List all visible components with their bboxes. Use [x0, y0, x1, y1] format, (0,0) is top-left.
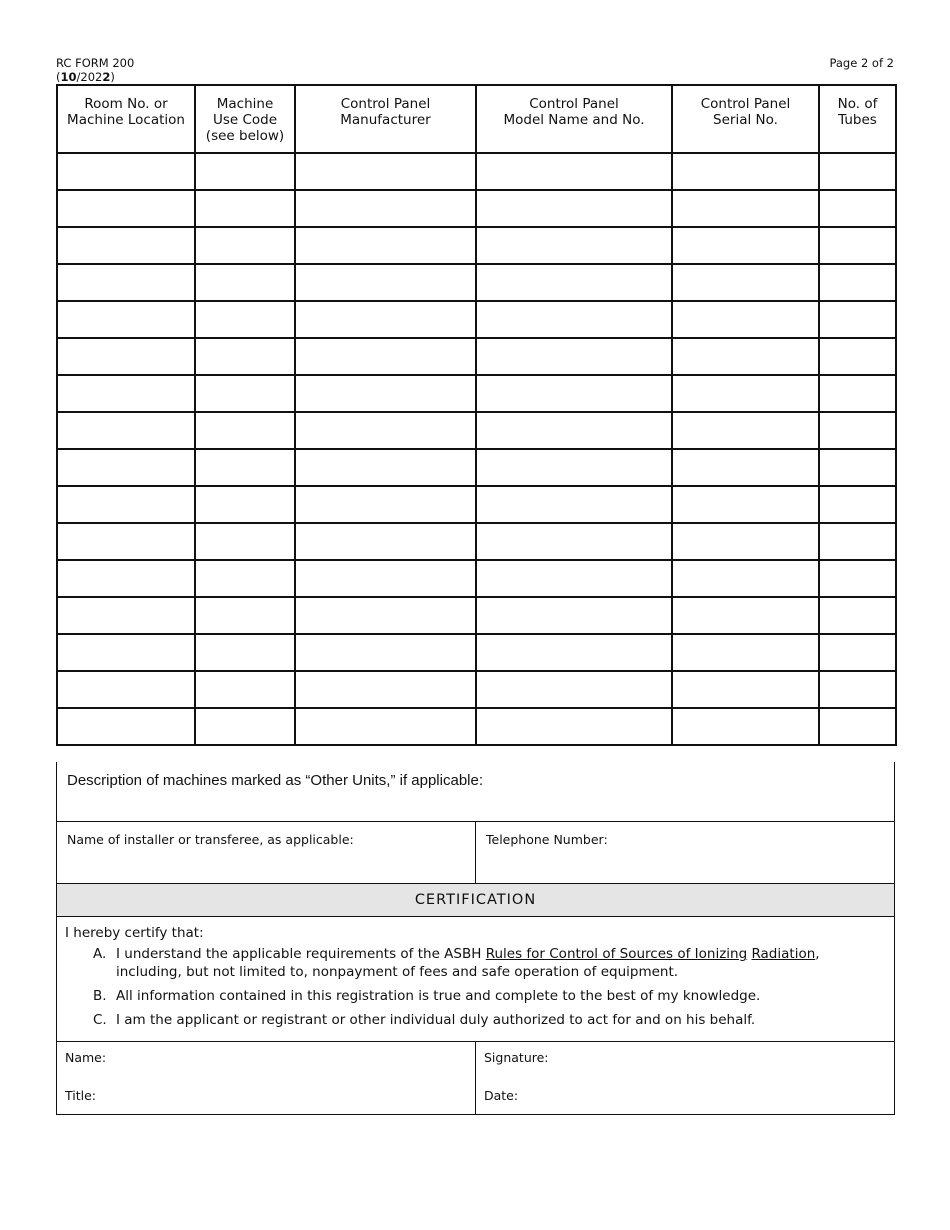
cell-input[interactable]	[58, 191, 194, 226]
table-cell	[476, 153, 672, 190]
table-cell	[476, 671, 672, 708]
table-cell	[819, 486, 896, 523]
table-body	[57, 153, 896, 745]
cell-input[interactable]	[58, 598, 194, 633]
table-cell	[57, 338, 195, 375]
certification-item-c	[93, 1011, 886, 1029]
table-cell	[819, 227, 896, 264]
cell-input[interactable]	[477, 376, 671, 411]
table-cell	[57, 708, 195, 745]
form-id: RC FORM 200	[56, 56, 135, 70]
cell-input[interactable]	[296, 376, 475, 411]
col-header-tubes: No. of Tubes	[819, 85, 896, 153]
table-row	[57, 560, 896, 597]
table-row	[57, 634, 896, 671]
name-label: Name:	[65, 1050, 107, 1065]
table-cell	[476, 560, 672, 597]
table-cell	[57, 227, 195, 264]
item-text: I am the applicant or registrant or other individual duly authorized to act for and on his behalf.	[116, 1012, 756, 1028]
table-cell	[672, 264, 819, 301]
cell-input[interactable]	[673, 413, 818, 448]
cell-input[interactable]	[477, 635, 671, 670]
cell-input[interactable]	[58, 302, 194, 337]
table-row	[57, 708, 896, 745]
cell-input[interactable]	[58, 265, 194, 300]
table-cell	[195, 227, 295, 264]
item-letter: A.	[93, 946, 107, 962]
table-cell	[295, 708, 476, 745]
table-cell	[819, 560, 896, 597]
cell-input[interactable]	[196, 228, 294, 263]
cell-input[interactable]	[58, 709, 194, 744]
table-cell	[819, 634, 896, 671]
table-cell	[672, 708, 819, 745]
table-cell	[476, 338, 672, 375]
table-cell	[295, 153, 476, 190]
table-cell	[195, 708, 295, 745]
table-cell	[195, 597, 295, 634]
table-row	[57, 671, 896, 708]
installer-row	[57, 822, 894, 884]
table-cell	[672, 597, 819, 634]
cell-input[interactable]	[673, 561, 818, 596]
cell-input[interactable]	[296, 635, 475, 670]
cell-input[interactable]	[477, 487, 671, 522]
cell-input[interactable]	[58, 413, 194, 448]
cell-input[interactable]	[673, 302, 818, 337]
table-cell	[295, 412, 476, 449]
cell-input[interactable]	[673, 154, 818, 189]
installer-name-field[interactable]	[57, 822, 476, 883]
cell-input[interactable]	[820, 265, 895, 300]
table-cell	[819, 412, 896, 449]
cell-input[interactable]	[820, 339, 895, 374]
cell-input[interactable]	[673, 709, 818, 744]
date-field[interactable]	[484, 1088, 886, 1103]
table-cell	[672, 301, 819, 338]
item-letter: B.	[93, 988, 107, 1004]
table-row	[57, 190, 896, 227]
cell-input[interactable]	[673, 635, 818, 670]
table-cell	[819, 449, 896, 486]
cell-input[interactable]	[296, 154, 475, 189]
table-cell	[672, 227, 819, 264]
cell-input[interactable]	[296, 709, 475, 744]
cell-input[interactable]	[477, 672, 671, 707]
table-cell	[195, 560, 295, 597]
table-cell	[476, 412, 672, 449]
cell-input[interactable]	[296, 487, 475, 522]
table-cell	[57, 301, 195, 338]
table-cell	[295, 486, 476, 523]
table-cell	[819, 597, 896, 634]
cell-input[interactable]	[196, 561, 294, 596]
table-cell	[195, 671, 295, 708]
table-cell	[295, 523, 476, 560]
certification-intro: I hereby certify that:	[65, 925, 204, 941]
radiation-link[interactable]: Radiation	[751, 946, 816, 962]
cell-input[interactable]	[296, 265, 475, 300]
table-cell	[57, 449, 195, 486]
table-cell	[476, 301, 672, 338]
table-cell	[672, 190, 819, 227]
cell-input[interactable]	[296, 413, 475, 448]
table-header-row	[57, 85, 896, 153]
table-cell	[819, 264, 896, 301]
cell-input[interactable]	[673, 487, 818, 522]
col-header-serial: Control Panel Serial No.	[672, 85, 819, 153]
item-a-post: , including, but not limited to, nonpayment of fees and safe operation of equipment.	[116, 946, 820, 980]
table-cell	[476, 708, 672, 745]
table-cell	[476, 634, 672, 671]
table-cell	[819, 523, 896, 560]
signature-field[interactable]	[484, 1050, 886, 1088]
cell-input[interactable]	[196, 376, 294, 411]
table-cell	[195, 264, 295, 301]
cell-input[interactable]	[477, 191, 671, 226]
table-cell	[672, 486, 819, 523]
title-field[interactable]	[65, 1088, 467, 1103]
cell-input[interactable]	[196, 339, 294, 374]
cell-input[interactable]	[196, 598, 294, 633]
table-cell	[57, 486, 195, 523]
cell-input[interactable]	[196, 191, 294, 226]
table-cell	[672, 671, 819, 708]
cell-input[interactable]	[296, 228, 475, 263]
table-cell	[476, 597, 672, 634]
cell-input[interactable]	[820, 635, 895, 670]
cell-input[interactable]	[296, 302, 475, 337]
table-cell	[295, 634, 476, 671]
cell-input[interactable]	[296, 339, 475, 374]
table-cell	[476, 486, 672, 523]
table-row	[57, 153, 896, 190]
table-cell	[57, 412, 195, 449]
item-a-pre: I understand the applicable requirements of the ASBH	[116, 946, 486, 962]
form-revision: (10/2022)	[56, 70, 115, 84]
table-cell	[195, 190, 295, 227]
table-cell	[57, 597, 195, 634]
table-cell	[672, 412, 819, 449]
signature-date-cell	[476, 1042, 894, 1114]
cell-input[interactable]	[673, 598, 818, 633]
table-cell	[476, 190, 672, 227]
cell-input[interactable]	[196, 154, 294, 189]
cell-input[interactable]	[296, 561, 475, 596]
table-cell	[57, 264, 195, 301]
table-cell	[295, 597, 476, 634]
table-cell	[295, 338, 476, 375]
table-cell	[672, 375, 819, 412]
cell-input[interactable]	[477, 302, 671, 337]
col-header-use-code: Machine Use Code (see below)	[195, 85, 295, 153]
table-row	[57, 301, 896, 338]
lower-section	[56, 762, 895, 1115]
table-cell	[819, 301, 896, 338]
rules-link[interactable]: Rules for Control of Sources of Ionizing	[485, 946, 748, 962]
cell-input[interactable]	[820, 302, 895, 337]
table-cell	[195, 449, 295, 486]
other-units-description-field[interactable]	[57, 762, 894, 822]
table-cell	[295, 227, 476, 264]
cell-input[interactable]	[58, 376, 194, 411]
cell-input[interactable]	[58, 672, 194, 707]
cell-input[interactable]	[673, 265, 818, 300]
table-row	[57, 486, 896, 523]
certification-header: CERTIFICATION	[57, 884, 894, 917]
cell-input[interactable]	[820, 598, 895, 633]
table-cell	[295, 375, 476, 412]
cell-input[interactable]	[296, 524, 475, 559]
table-cell	[195, 412, 295, 449]
table-row	[57, 375, 896, 412]
cell-input[interactable]	[58, 487, 194, 522]
table-cell	[195, 634, 295, 671]
table-cell	[195, 338, 295, 375]
table-cell	[57, 523, 195, 560]
installer-label: Name of installer or transferee, as applicable:	[67, 832, 354, 847]
table-row	[57, 264, 896, 301]
table-cell	[476, 523, 672, 560]
cell-input[interactable]	[477, 265, 671, 300]
table-cell	[672, 338, 819, 375]
cell-input[interactable]	[673, 191, 818, 226]
cell-input[interactable]	[196, 709, 294, 744]
cell-input[interactable]	[673, 376, 818, 411]
table-cell	[57, 153, 195, 190]
item-letter: C.	[93, 1012, 107, 1028]
table-cell	[57, 671, 195, 708]
machine-table	[56, 84, 897, 746]
cell-input[interactable]	[820, 191, 895, 226]
cell-input[interactable]	[296, 450, 475, 485]
cell-input[interactable]	[820, 376, 895, 411]
table-cell	[57, 634, 195, 671]
table-cell	[476, 264, 672, 301]
revision-year-last: 2	[102, 70, 111, 84]
cell-input[interactable]	[477, 709, 671, 744]
title-label: Title:	[65, 1088, 96, 1103]
cell-input[interactable]	[58, 524, 194, 559]
certification-item-a	[93, 945, 886, 981]
table-cell	[195, 153, 295, 190]
other-units-label: Description of machines marked as “Other Units,” if applicable:	[67, 772, 484, 789]
cell-input[interactable]	[477, 413, 671, 448]
table-cell	[819, 671, 896, 708]
table-row	[57, 523, 896, 560]
signature-block	[57, 1042, 894, 1114]
table-cell	[672, 153, 819, 190]
cell-input[interactable]	[477, 450, 671, 485]
table-cell	[295, 301, 476, 338]
cell-input[interactable]	[477, 524, 671, 559]
cell-input[interactable]	[196, 524, 294, 559]
cell-input[interactable]	[673, 672, 818, 707]
telephone-label: Telephone Number:	[486, 832, 608, 847]
table-cell	[819, 153, 896, 190]
table-cell	[195, 486, 295, 523]
cell-input[interactable]	[196, 302, 294, 337]
page-number: Page 2 of 2	[829, 56, 894, 70]
cell-input[interactable]	[196, 487, 294, 522]
form-id-block	[56, 56, 134, 84]
signature-label: Signature:	[484, 1050, 549, 1065]
cell-input[interactable]	[58, 450, 194, 485]
col-header-location: Room No. or Machine Location	[57, 85, 195, 153]
table-cell	[819, 338, 896, 375]
cell-input[interactable]	[477, 228, 671, 263]
table-cell	[672, 449, 819, 486]
cell-input[interactable]	[58, 339, 194, 374]
table-cell	[295, 560, 476, 597]
revision-year-prefix: /202	[76, 70, 103, 84]
table-cell	[476, 449, 672, 486]
col-header-manufacturer: Control Panel Manufacturer	[295, 85, 476, 153]
table-row	[57, 227, 896, 264]
cell-input[interactable]	[820, 672, 895, 707]
table-cell	[672, 560, 819, 597]
cell-input[interactable]	[196, 265, 294, 300]
item-text	[116, 945, 886, 981]
cell-input[interactable]	[196, 450, 294, 485]
cell-input[interactable]	[196, 672, 294, 707]
cell-input[interactable]	[296, 191, 475, 226]
cell-input[interactable]	[296, 598, 475, 633]
table-row	[57, 449, 896, 486]
cell-input[interactable]	[58, 154, 194, 189]
table-cell	[195, 523, 295, 560]
revision-month: 10	[60, 70, 77, 84]
cell-input[interactable]	[820, 154, 895, 189]
table-cell	[295, 671, 476, 708]
cell-input[interactable]	[296, 672, 475, 707]
item-text: All information contained in this registration is true and complete to the best of my knowledge.	[116, 988, 761, 1004]
cell-input[interactable]	[477, 154, 671, 189]
cell-input[interactable]	[673, 339, 818, 374]
table-cell	[672, 634, 819, 671]
cell-input[interactable]	[820, 487, 895, 522]
cell-input[interactable]	[477, 339, 671, 374]
cell-input[interactable]	[820, 561, 895, 596]
table-cell	[295, 264, 476, 301]
cell-input[interactable]	[196, 413, 294, 448]
cell-input[interactable]	[820, 450, 895, 485]
col-header-model: Control Panel Model Name and No.	[476, 85, 672, 153]
cell-input[interactable]	[58, 635, 194, 670]
table-cell	[476, 227, 672, 264]
name-title-cell	[57, 1042, 476, 1114]
table-cell	[672, 523, 819, 560]
date-label: Date:	[484, 1088, 519, 1103]
cell-input[interactable]	[673, 450, 818, 485]
table-cell	[57, 560, 195, 597]
table-cell	[195, 375, 295, 412]
table-cell	[295, 190, 476, 227]
table-cell	[57, 190, 195, 227]
table-row	[57, 338, 896, 375]
cell-input[interactable]	[477, 598, 671, 633]
table-cell	[819, 708, 896, 745]
table-row	[57, 412, 896, 449]
cell-input[interactable]	[58, 561, 194, 596]
table-cell	[819, 375, 896, 412]
table-row	[57, 597, 896, 634]
cell-input[interactable]	[673, 524, 818, 559]
cell-input[interactable]	[820, 228, 895, 263]
name-field[interactable]	[65, 1050, 467, 1088]
cell-input[interactable]	[196, 635, 294, 670]
table-cell	[57, 375, 195, 412]
cell-input[interactable]	[820, 524, 895, 559]
cell-input[interactable]	[58, 228, 194, 263]
cell-input[interactable]	[477, 561, 671, 596]
table-cell	[819, 190, 896, 227]
table-cell	[295, 449, 476, 486]
cell-input[interactable]	[820, 709, 895, 744]
cell-input[interactable]	[820, 413, 895, 448]
cell-input[interactable]	[673, 228, 818, 263]
certification-item-b	[93, 987, 886, 1005]
table-cell	[476, 375, 672, 412]
table-cell	[195, 301, 295, 338]
certification-body	[57, 917, 894, 1042]
telephone-field[interactable]	[476, 822, 894, 883]
